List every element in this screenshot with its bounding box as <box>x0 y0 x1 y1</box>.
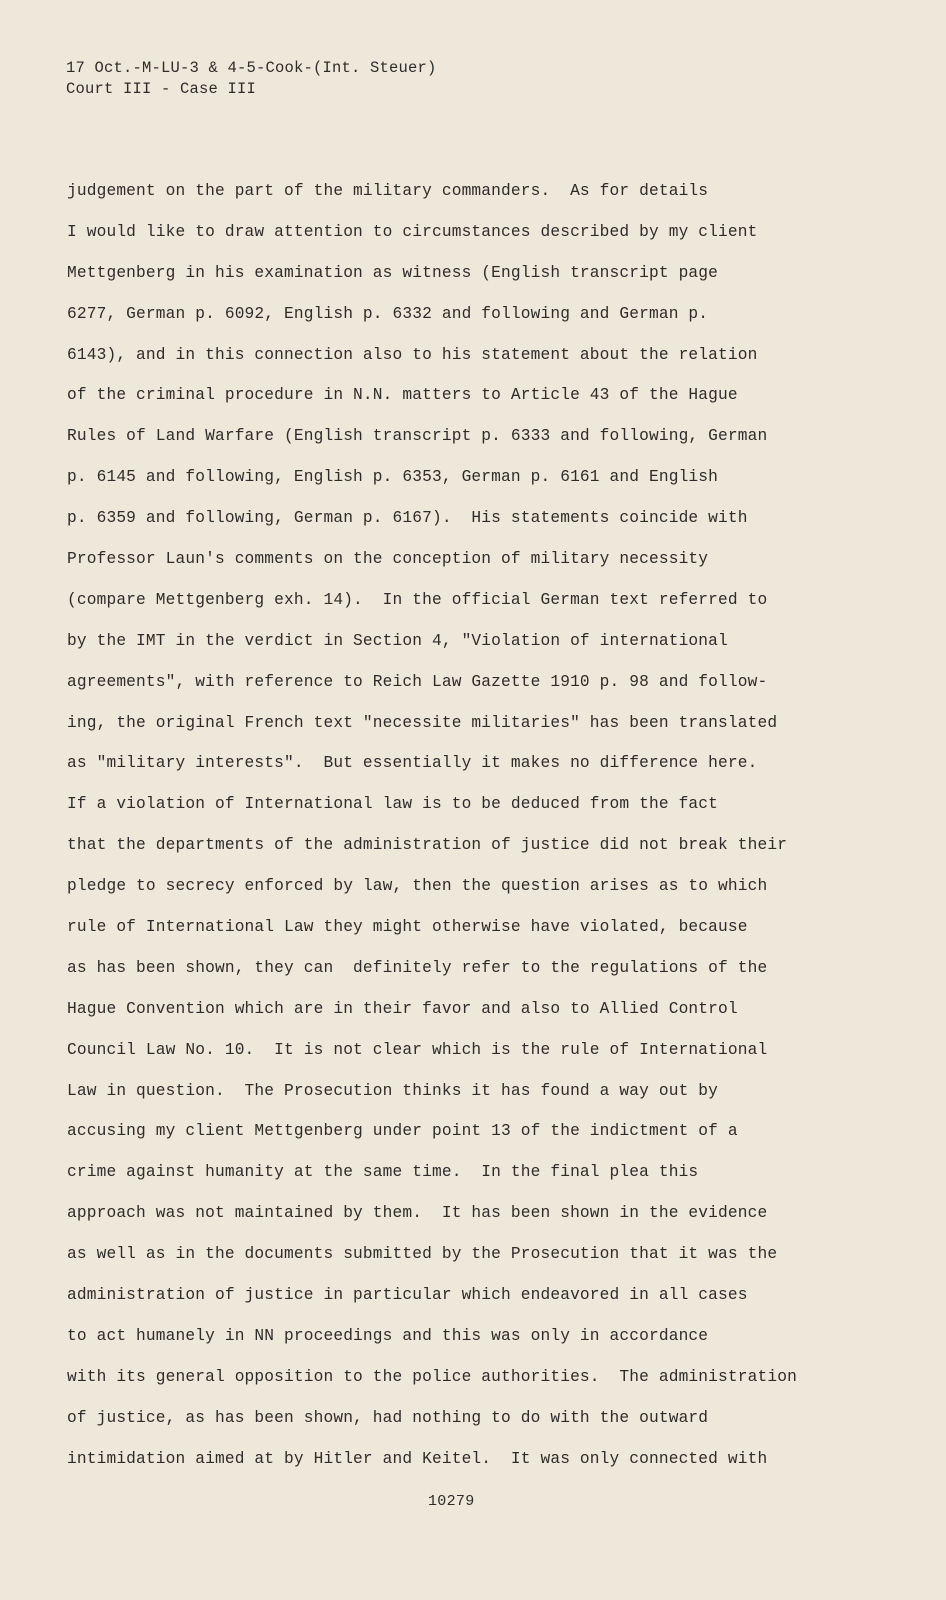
body-line: 6277, German p. 6092, English p. 6332 and following and German p. <box>67 304 709 323</box>
body-line: Hague Convention which are in their favor and also to Allied Control <box>67 999 738 1018</box>
header-line-1: 17 Oct.-M-LU-3 & 4-5-Cook-(Int. Steuer) <box>66 59 437 77</box>
body-line: intimidation aimed at by Hitler and Keitel. It was only connected with <box>67 1449 768 1468</box>
body-line: rule of International Law they might otherwise have violated, because <box>67 918 748 937</box>
document-body <box>67 180 847 1489</box>
body-line: 6143), and in this connection also to his statement about the relation <box>67 345 758 364</box>
body-line: judgement on the part of the military commanders. As for details <box>67 182 709 200</box>
body-line: Rules of Land Warfare (English transcript p. 6333 and following, German <box>67 427 768 446</box>
body-line: ing, the original French text "necessite militaries" has been translated <box>67 713 778 732</box>
body-line: (compare Mettgenberg exh. 14). In the official German text referred to <box>67 590 768 609</box>
body-line: administration of justice in particular which endeavored in all cases <box>67 1286 748 1305</box>
body-line: I would like to draw attention to circumstances described by my client <box>67 222 758 241</box>
document-header <box>66 58 666 100</box>
body-line: agreements", with reference to Reich Law Gazette 1910 p. 98 and follow- <box>67 672 768 691</box>
body-line: that the departments of the administration of justice did not break their <box>67 836 788 855</box>
body-line: Professor Laun's comments on the conception of military necessity <box>67 550 709 569</box>
body-line: with its general opposition to the police authorities. The administration <box>67 1367 797 1386</box>
body-line: of the criminal procedure in N.N. matters to Article 43 of the Hague <box>67 386 738 405</box>
body-line: approach was not maintained by them. It has been shown in the evidence <box>67 1204 768 1223</box>
body-line: If a violation of International law is to be deduced from the fact <box>67 795 719 814</box>
body-line: as well as in the documents submitted by the Prosecution that it was the <box>67 1245 778 1264</box>
body-line: of justice, as has been shown, had nothing to do with the outward <box>67 1408 709 1427</box>
body-line: as has been shown, they can definitely refer to the regulations of the <box>67 958 768 977</box>
body-line: accusing my client Mettgenberg under point 13 of the indictment of a <box>67 1122 738 1141</box>
body-line: Mettgenberg in his examination as witness (English transcript page <box>67 263 719 282</box>
body-line: by the IMT in the verdict in Section 4, "Violation of international <box>67 631 728 650</box>
body-line: Council Law No. 10. It is not clear which is the rule of International <box>67 1040 768 1059</box>
body-line: to act humanely in NN proceedings and this was only in accordance <box>67 1326 709 1345</box>
body-line: pledge to secrecy enforced by law, then the question arises as to which <box>67 877 768 896</box>
body-line: Law in question. The Prosecution thinks it has found a way out by <box>67 1081 719 1100</box>
body-line: crime against humanity at the same time. In the final plea this <box>67 1163 699 1182</box>
body-line: p. 6359 and following, German p. 6167). His statements coincide with <box>67 509 748 528</box>
header-line-2: Court III - Case III <box>66 80 257 98</box>
body-line: as "military interests". But essentially it makes no difference here. <box>67 754 758 773</box>
body-line: p. 6145 and following, English p. 6353, German p. 6161 and English <box>67 468 719 487</box>
page-number: 10279 <box>428 1493 475 1510</box>
